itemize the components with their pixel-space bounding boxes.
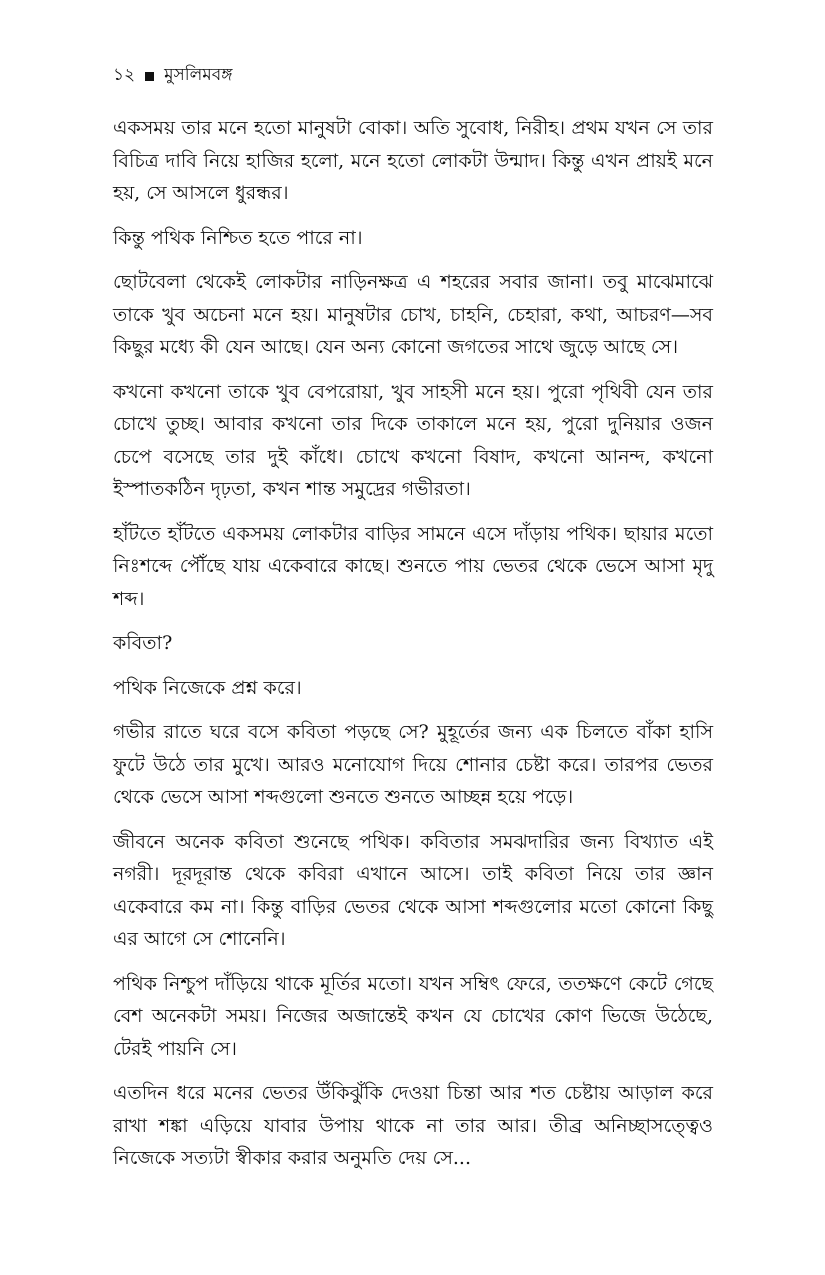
paragraph: কবিতা?: [113, 632, 173, 654]
paragraph: গভীর রাতে ঘরে বসে কবিতা পড়ছে সে? মুহূর্তের জন্য এক চিলতে বাঁকা হাসি ফুটে উঠে তার মুখে। আরও মনোযোগ দিয়ে শোনার চেষ্টা করে। তারপর ভেতর থেকে ভেসে আসা শব্দগুলো শুনতে শুনতে আচ্ছন্ন হয়ে পড়ে।: [113, 721, 713, 808]
paragraph: ছোটবেলা থেকেই লোকটার নাড়িনক্ষত্র এ শহরের সবার জানা। তবু মাঝেমাঝে তাকে খুব অচেনা মনে হয়। মানুষটার চোখ, চাহনি, চেহারা, কথা, আচরণ—সব কিছুর মধ্যে কী যেন আছে। যেন অন্য কোনো জগতের সাথে জুড়ে আছে সে।: [113, 271, 713, 358]
page-number: ১২: [113, 65, 136, 85]
paragraph: কখনো কখনো তাকে খুব বেপরোয়া, খুব সাহসী মনে হয়। পুরো পৃথিবী যেন তার চোখে তুচ্ছ। আবার কখনো তার দিকে তাকালে মনে হয়, পুরো দুনিয়ার ওজন চেপে বসেছে তার দুই কাঁধে। চোখে কখনো বিষাদ, কখনো আনন্দ, কখনো ইস্পাতকঠিন দৃঢ়তা, কখন শান্ত সমুদ্রের গভীরতা।: [113, 380, 713, 500]
body-text: [113, 112, 713, 1187]
paragraph: এতদিন ধরে মনের ভেতর উঁকিঝুঁকি দেওয়া চিন্তা আর শত চেষ্টায় আড়াল করে রাখা শঙ্কা এড়িয়ে যাবার উপায় থাকে না তার আর। তীব্র অনিচ্ছাসত্ত্বেও নিজেকে সত্যটা স্বীকার করার অনুমতি দেয় সে...: [113, 1082, 713, 1169]
paragraph: একসময় তার মনে হতো মানুষটা বোকা। অতি সুবোধ, নিরীহ। প্রথম যখন সে তার বিচিত্র দাবি নিয়ে হাজির হলো, মনে হতো লোকটা উন্মাদ। কিন্তু এখন প্রায়ই মনে হয়, সে আসলে ধুরন্ধর।: [113, 117, 713, 204]
paragraph: হাঁটতে হাঁটতে একসময় লোকটার বাড়ির সামনে এসে দাঁড়ায় পথিক। ছায়ার মতো নিঃশব্দে পৌঁছে যায় একেবারে কাছে। শুনতে পায় ভেতর থেকে ভেসে আসা মৃদু শব্দ।: [113, 522, 713, 610]
book-title: মুসলিমবঙ্গ: [164, 65, 233, 85]
paragraph: জীবনে অনেক কবিতা শুনেছে পথিক। কবিতার সমঝদারির জন্য বিখ্যাত এই নগরী। দূরদূরান্ত থেকে কবিরা এখানে আসে। তাই কবিতা নিয়ে তার জ্ঞান একেবারে কম না। কিন্তু বাড়ির ভেতর থেকে আসা শব্দগুলোর মতো কোনো কিছু এর আগে সে শোনেনি।: [113, 830, 713, 950]
separator-square-icon: [145, 72, 154, 81]
paragraph: পথিক নিজেকে প্রশ্ন করে।: [113, 676, 302, 699]
paragraph: কিন্তু পথিক নিশ্চিত হতে পারে না।: [113, 226, 363, 249]
running-header: [113, 62, 232, 90]
paragraph: পথিক নিশ্চুপ দাঁড়িয়ে থাকে মূর্তির মতো। যখন সম্বিৎ ফেরে, ততক্ষণে কেটে গেছে বেশ অনেকটা সময়। নিজের অজান্তেই কখন যে চোখের কোণ ভিজে উঠেছে, টেরই পায়নি সে।: [113, 972, 713, 1060]
